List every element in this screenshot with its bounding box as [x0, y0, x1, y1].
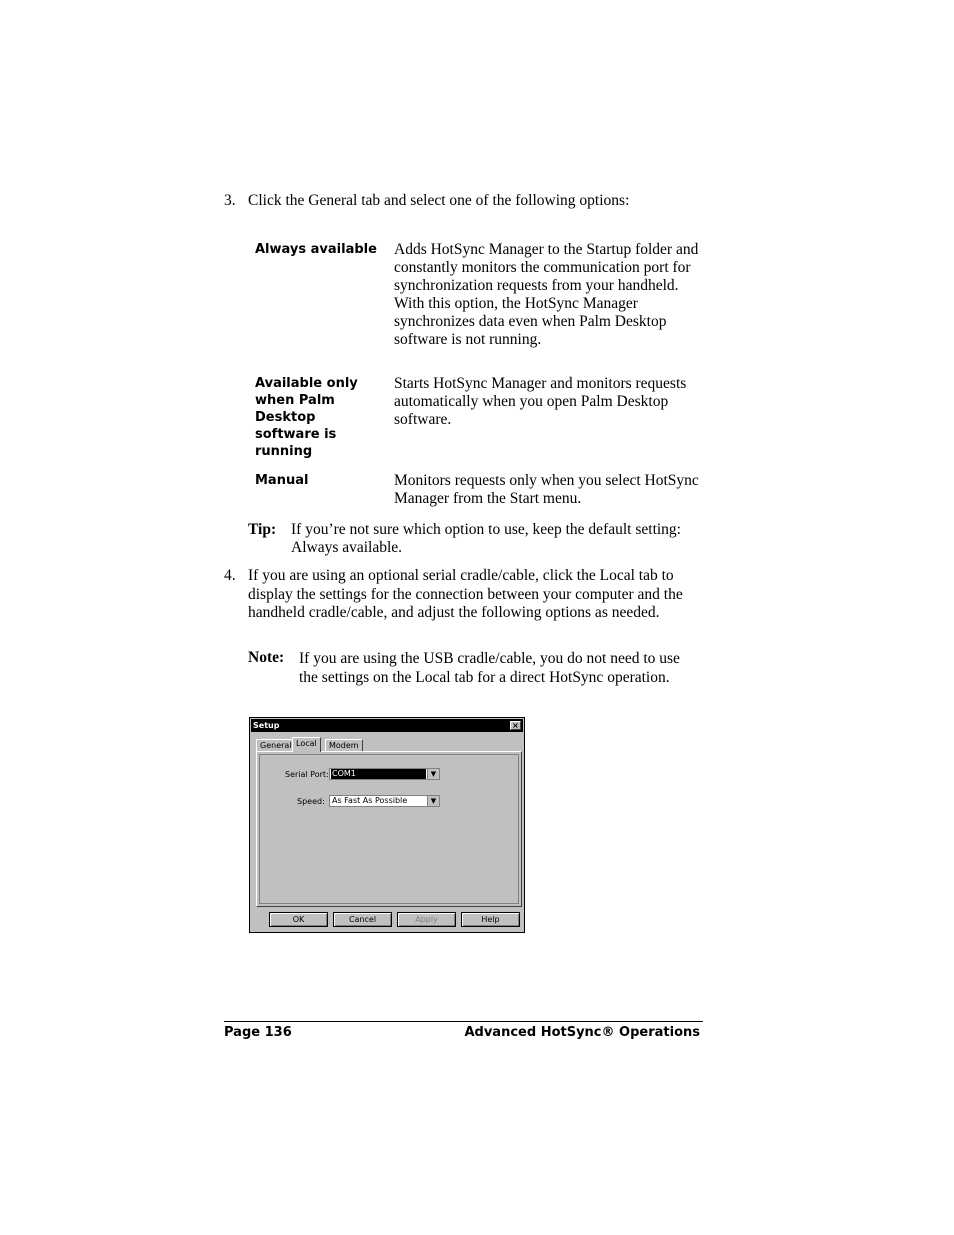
option-term-available-only: Available only when Palm Desktop software is running	[255, 376, 358, 459]
help-button[interactable]: Help	[461, 912, 520, 927]
serial-port-value: COM1	[331, 769, 426, 779]
step-4-text: If you are using an optional serial cradle/cable, click the Local tab to display the settings for the connection between your computer and the handheld cradle/cable, and adjust the following options as needed.	[248, 567, 683, 622]
speed-select[interactable]	[329, 795, 440, 807]
tab-local[interactable]: Local	[292, 737, 321, 752]
tab-modem[interactable]: Modem	[325, 739, 363, 751]
close-icon[interactable]: ×	[510, 721, 521, 730]
tab-general[interactable]: General	[256, 739, 296, 751]
page-number: Page 136	[224, 1025, 292, 1040]
chevron-down-icon[interactable]: ▼	[427, 769, 439, 779]
step-3-number: 3.	[224, 192, 236, 209]
step-4-number: 4.	[224, 567, 236, 584]
section-title: Advanced HotSync® Operations	[464, 1025, 700, 1040]
cancel-button[interactable]: Cancel	[333, 912, 392, 927]
speed-label: Speed:	[297, 797, 325, 806]
dialog-title-bar	[251, 719, 523, 732]
ok-button[interactable]: OK	[269, 912, 328, 927]
setup-dialog	[249, 717, 525, 933]
step-3-text: Click the General tab and select one of the following options:	[248, 192, 630, 209]
chevron-down-icon[interactable]: ▼	[427, 796, 439, 806]
note-label: Note:	[248, 649, 285, 666]
serial-port-label: Serial Port:	[285, 770, 329, 779]
footer-rule	[224, 1021, 703, 1022]
apply-button[interactable]: Apply	[397, 912, 456, 927]
note-text: If you are using the USB cradle/cable, you do not need to use the settings on the Local tab for a direct HotSync operation.	[299, 650, 680, 686]
option-desc-available-only: Starts HotSync Manager and monitors requests automatically when you open Palm Desktop software.	[394, 375, 687, 428]
tip-text: If you’re not sure which option to use, keep the default setting: Always available.	[291, 521, 681, 556]
speed-value: As Fast As Possible	[332, 796, 408, 805]
option-term-always-available: Always available	[255, 242, 377, 257]
option-term-manual: Manual	[255, 473, 309, 488]
serial-port-select[interactable]	[329, 768, 440, 780]
tip-label: Tip:	[248, 521, 277, 538]
option-desc-always-available: Adds HotSync Manager to the Startup folder and constantly monitors the communication port for synchronization requests from your handheld. With this option, the HotSync Manager synchronizes data even when Palm Desktop software is not running.	[394, 241, 699, 348]
dialog-title: Setup	[253, 721, 280, 730]
option-desc-manual: Monitors requests only when you select HotSync Manager from the Start menu.	[394, 472, 699, 507]
